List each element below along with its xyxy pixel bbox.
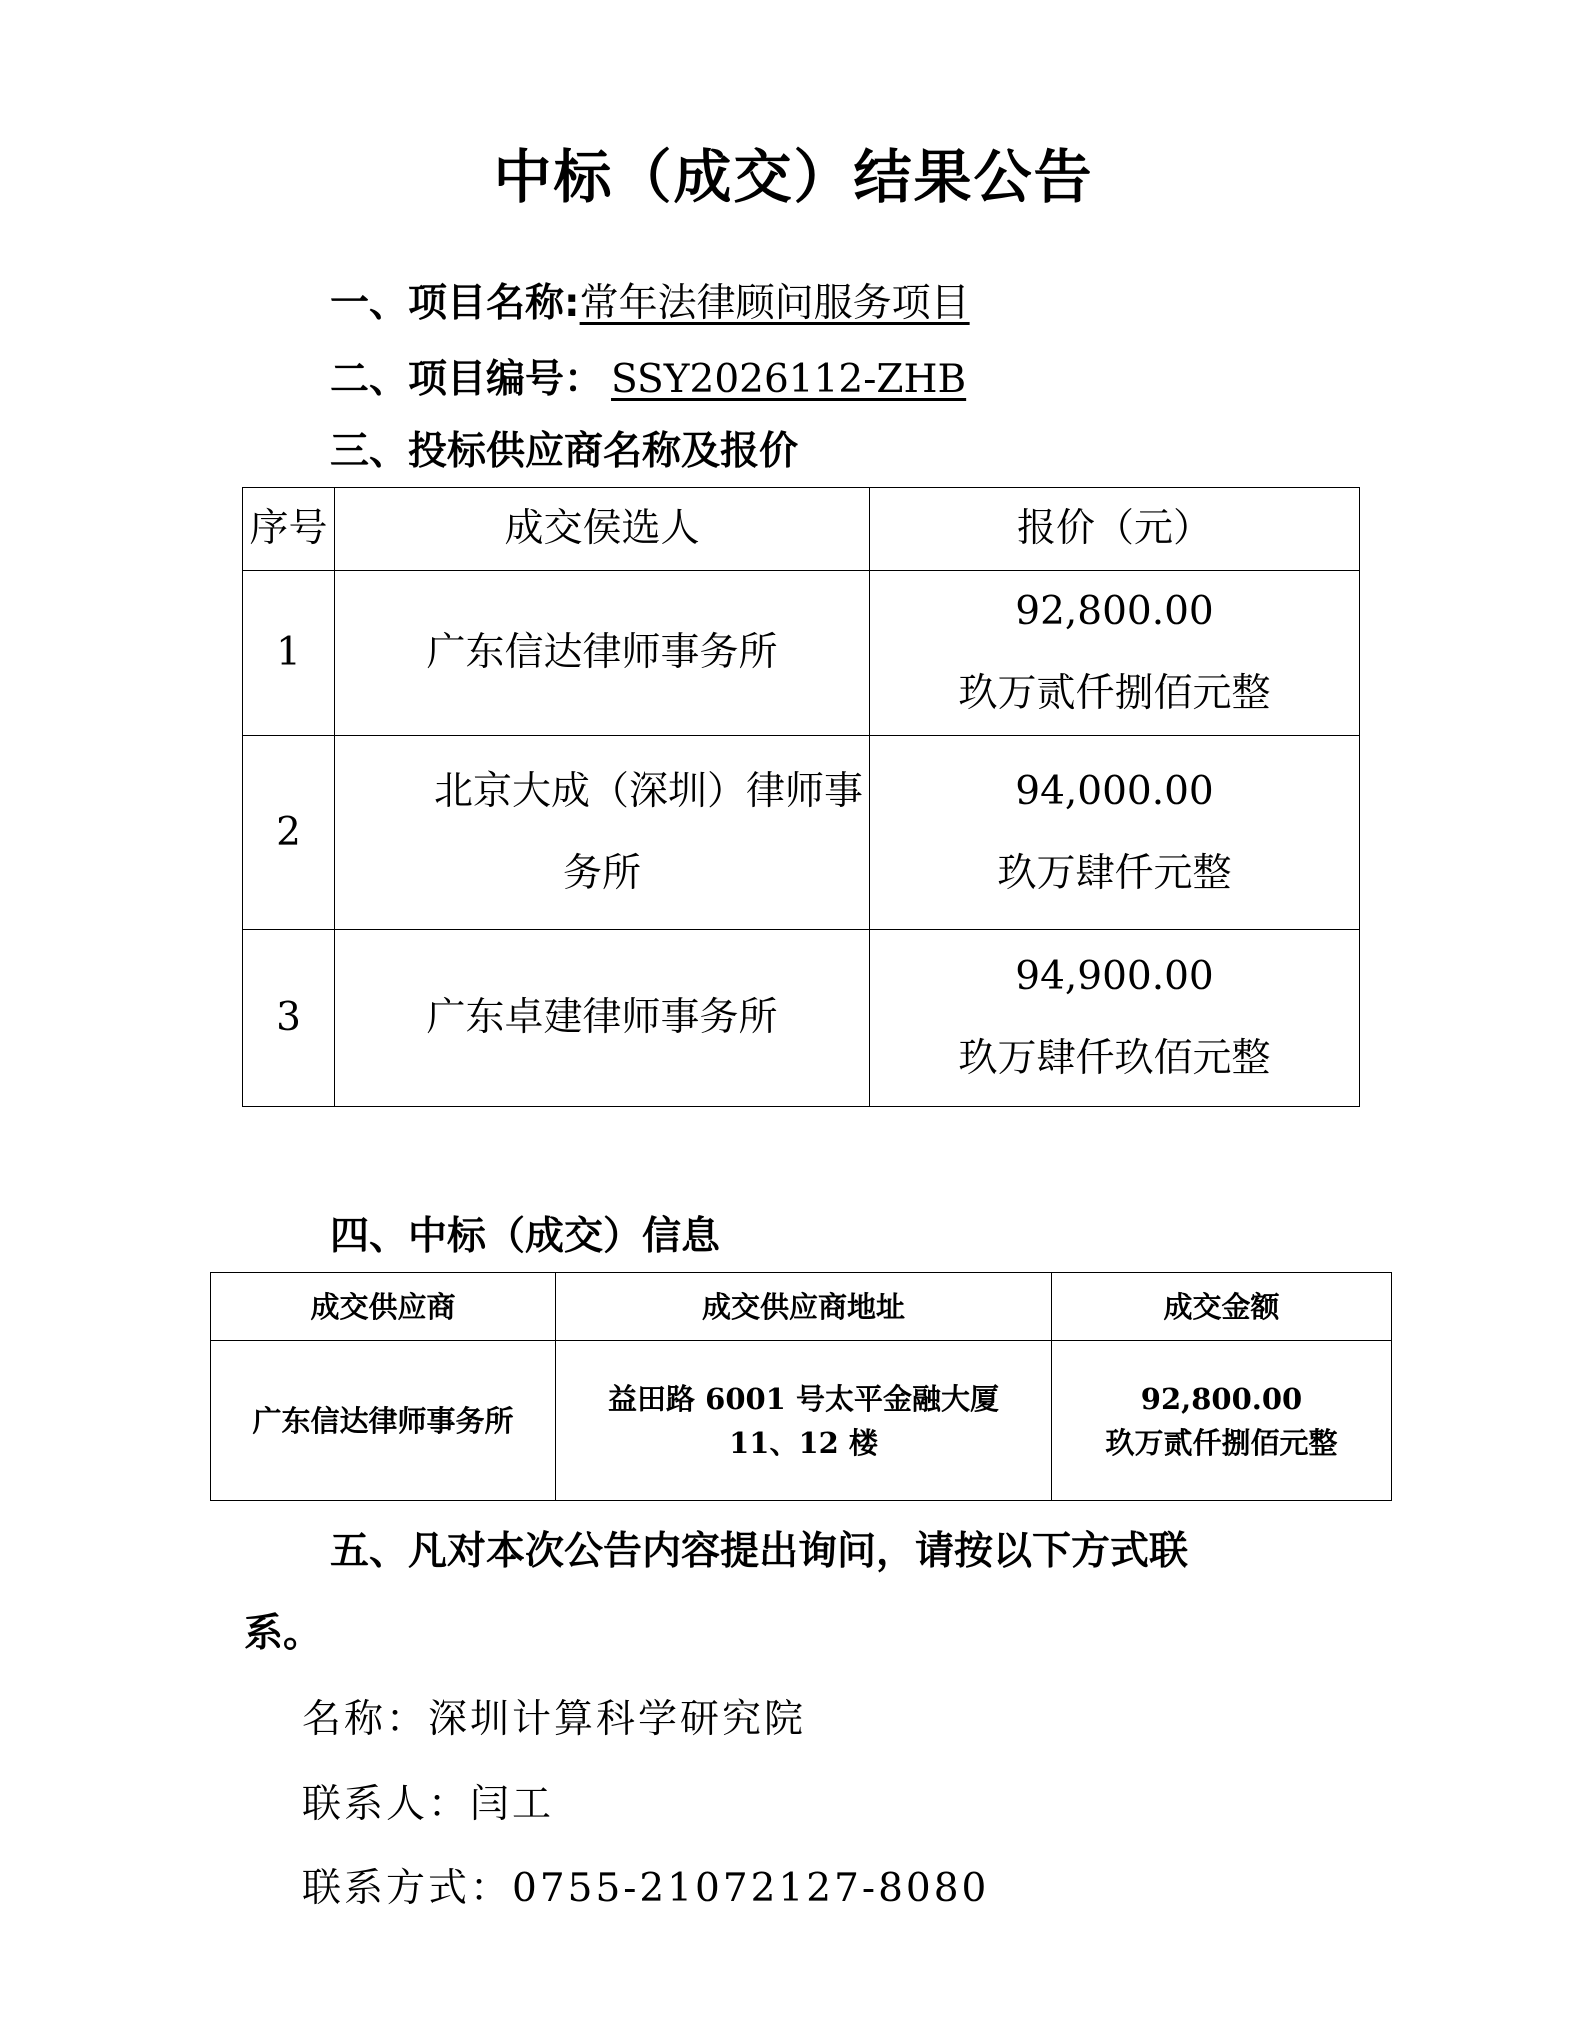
header-price: 报价（元） bbox=[870, 488, 1360, 571]
inquiry-paragraph-line1: 五、凡对本次公告内容提出询问，请按以下方式联 bbox=[330, 1529, 1189, 1574]
amount-number: 92,800.00 bbox=[1140, 1381, 1303, 1416]
table-row bbox=[243, 571, 1360, 736]
price-number: 92,800.00 bbox=[1015, 589, 1214, 634]
award-address bbox=[556, 1341, 1052, 1501]
header-supplier: 成交供应商 bbox=[211, 1273, 556, 1341]
price-words: 玖万贰仟捌佰元整 bbox=[958, 671, 1271, 716]
bidders-heading: 三、投标供应商名称及报价 bbox=[330, 429, 799, 474]
header-address: 成交供应商地址 bbox=[556, 1273, 1052, 1341]
address-line: 11、12 楼 bbox=[729, 1425, 878, 1460]
project-number-label: 二、项目编号： bbox=[330, 357, 604, 402]
row-index: 1 bbox=[243, 571, 335, 736]
award-table bbox=[210, 1272, 1392, 1501]
award-heading: 四、中标（成交）信息 bbox=[330, 1214, 721, 1259]
header-amount: 成交金额 bbox=[1052, 1273, 1392, 1341]
address-line: 益田路 6001 号太平金融大厦 bbox=[608, 1381, 999, 1416]
row-candidate bbox=[335, 736, 870, 930]
header-index: 序号 bbox=[243, 488, 335, 571]
price-words: 玖万肆仟元整 bbox=[997, 850, 1232, 896]
contact-name: 名称：深圳计算科学研究院 bbox=[302, 1697, 807, 1742]
row-price bbox=[870, 930, 1360, 1107]
project-name-label: 一、项目名称: bbox=[330, 281, 580, 326]
candidate-line: 北京大成（深圳）律师事 bbox=[433, 768, 863, 814]
inquiry-paragraph-line2: 系。 bbox=[244, 1611, 323, 1656]
row-candidate: 广东信达律师事务所 bbox=[335, 571, 870, 736]
row-candidate: 广东卓建律师事务所 bbox=[335, 930, 870, 1107]
row-price bbox=[870, 571, 1360, 736]
bid-table bbox=[242, 487, 1360, 1107]
candidate-line: 务所 bbox=[562, 850, 641, 896]
project-name-line bbox=[330, 272, 970, 328]
table-header-row bbox=[211, 1273, 1392, 1341]
table-row bbox=[243, 736, 1360, 930]
row-index: 3 bbox=[243, 930, 335, 1107]
price-number: 94,000.00 bbox=[1015, 768, 1214, 814]
award-supplier: 广东信达律师事务所 bbox=[211, 1341, 556, 1501]
project-name-value: 常年法律顾问服务项目 bbox=[579, 281, 970, 326]
header-candidate: 成交侯选人 bbox=[335, 488, 870, 571]
row-index: 2 bbox=[243, 736, 335, 930]
price-number: 94,900.00 bbox=[1015, 954, 1214, 999]
price-words: 玖万肆仟玖佰元整 bbox=[958, 1036, 1271, 1081]
table-row bbox=[211, 1341, 1392, 1501]
page-title: 中标（成交）结果公告 bbox=[493, 143, 1094, 211]
contact-phone: 联系方式：0755-21072127-8080 bbox=[302, 1866, 990, 1911]
table-header-row bbox=[243, 488, 1360, 571]
contact-person: 联系人：闫工 bbox=[302, 1782, 555, 1827]
row-price bbox=[870, 736, 1360, 930]
award-amount bbox=[1052, 1341, 1392, 1501]
project-number-line bbox=[330, 348, 966, 404]
table-row bbox=[243, 930, 1360, 1107]
project-number-value: SSY2026112-ZHB bbox=[611, 357, 967, 402]
amount-words: 玖万贰仟捌佰元整 bbox=[1105, 1425, 1338, 1460]
